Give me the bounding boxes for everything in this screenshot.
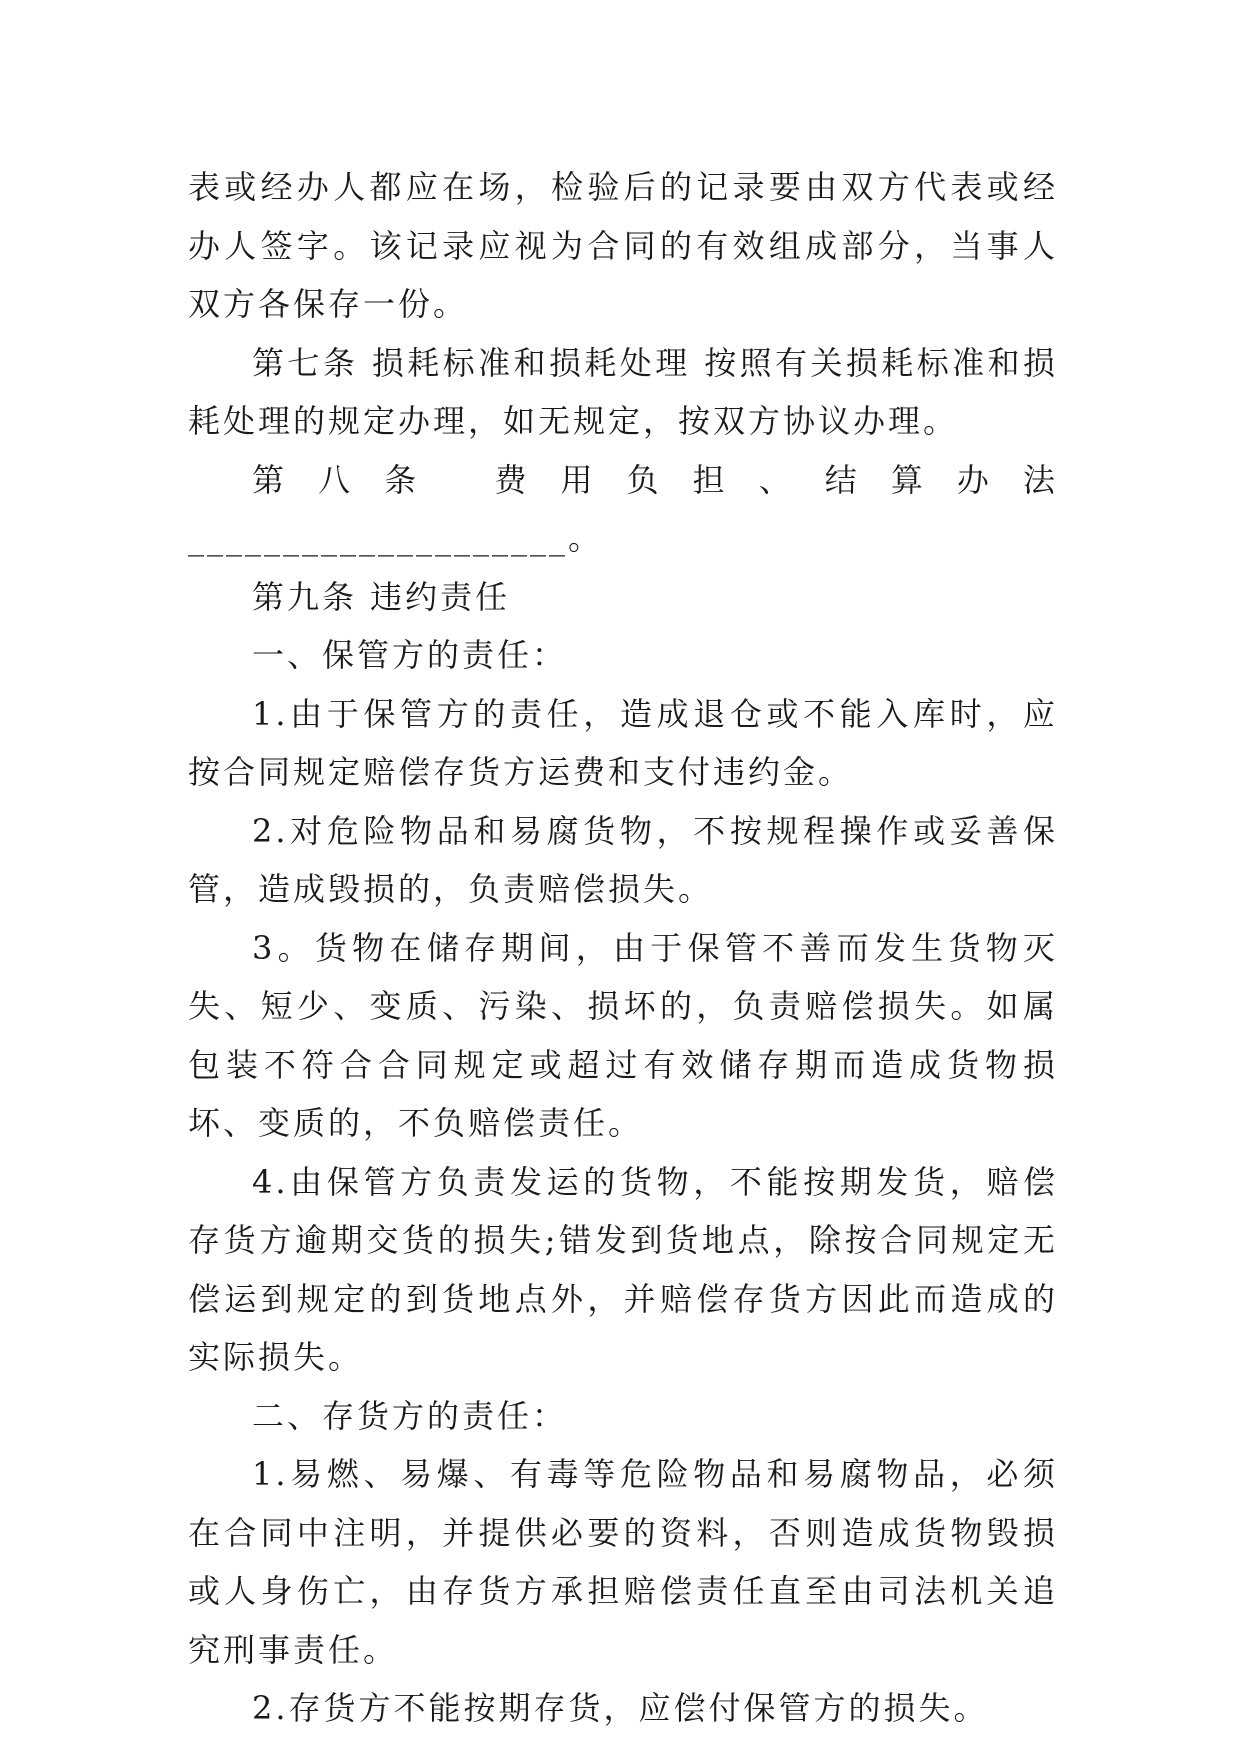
paragraph-article-7: 第七条 损耗标准和损耗处理 按照有关损耗标准和损耗处理的规定办理，如无规定，按双方协议办理。 bbox=[188, 343, 1058, 440]
paragraph-custodian-heading: 一、保管方的责任： bbox=[252, 636, 568, 674]
document-body bbox=[188, 158, 1058, 1738]
paragraph-depositor-heading: 二、存货方的责任： bbox=[252, 1396, 568, 1435]
paragraph-article-8: 第八条 费用负担、结算办法____________________。 bbox=[188, 460, 1058, 557]
paragraph-custodian-item-1: 1.由于保管方的责任，造成退仓或不能入库时，应按合同规定赔偿存货方运费和支付违约金。 bbox=[188, 694, 1058, 791]
paragraph-custodian-item-4: 4.由保管方负责发运的货物，不能按期发货，赔偿存货方逾期交货的损失;错发到货地点，除按合同规定无偿运到规定的到货地点外，并赔偿存货方因此而造成的实际损失。 bbox=[188, 1162, 1058, 1376]
paragraph-article-9-heading: 第九条 违约责任 bbox=[252, 577, 511, 616]
paragraph-custodian-item-2: 2.对危险物品和易腐货物，不按规程操作或妥善保管，造成毁损的，负责赔偿损失。 bbox=[188, 811, 1058, 908]
paragraph-depositor-item-1: 1.易燃、易爆、有毒等危险物品和易腐物品，必须在合同中注明，并提供必要的资料，否则造成货物毁损或人身伤亡，由存货方承担赔偿责任直至由司法机关追究刑事责任。 bbox=[188, 1455, 1058, 1669]
paragraph-depositor-item-2: 2.存货方不能按期存货，应偿付保管方的损失。 bbox=[252, 1689, 989, 1727]
paragraph-custodian-item-3: 3。货物在储存期间，由于保管不善而发生货物灭失、短少、变质、污染、损坏的，负责赔偿损失。如属包装不符合合同规定或超过有效储存期而造成货物损坏、变质的，不负赔偿责任。 bbox=[188, 928, 1058, 1142]
paragraph-continuation: 表或经办人都应在场，检验后的记录要由双方代表或经办人签字。该记录应视为合同的有效组成部分，当事人双方各保存一份。 bbox=[188, 168, 1058, 323]
